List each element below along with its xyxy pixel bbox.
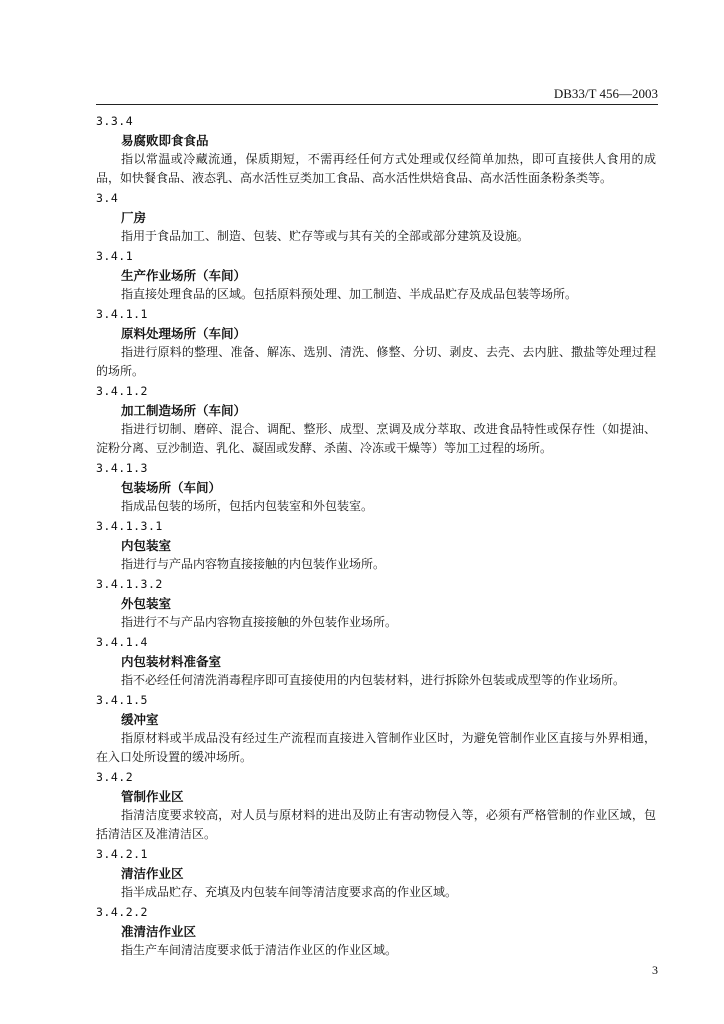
term-definition: 指以常温或冷藏流通，保质期短，不需再经任何方式处理或仅经简单加热，即可直接供人食用的成品，如快餐食品、液态乳、高水活性豆类加工食品、高水活性烘焙食品、高水活性面条粉条类等。 — [96, 152, 656, 185]
clause-number: 3.4.2.1 — [96, 847, 148, 861]
term-heading: 准清洁作业区 — [121, 924, 197, 939]
term-definition: 指清洁度要求较高，对人员与原材料的进出及防止有害动物侵入等，必须有严格管制的作业区域，包括清洁区及准清洁区。 — [96, 808, 656, 841]
clause-number: 3.4.1.3.2 — [96, 577, 163, 591]
definition-entry — [96, 459, 656, 516]
header-divider — [96, 104, 658, 105]
definition-entry — [96, 382, 656, 458]
term-heading: 外包装室 — [121, 596, 172, 611]
definition-entry — [96, 903, 656, 960]
term-definition: 指用于食品加工、制造、包装、贮存等或与其有关的全部或部分建筑及设施。 — [121, 229, 530, 243]
definition-entry — [96, 517, 656, 574]
term-definition: 指进行原料的整理、准备、解冻、选别、清洗、修整、分切、剥皮、去壳、去内脏、撒盐等处理过程的场所。 — [96, 345, 656, 378]
clause-number: 3.4.1.4 — [96, 635, 148, 649]
term-heading: 原料处理场所（车间） — [121, 326, 247, 341]
term-definition: 指进行与产品内容物直接接触的内包装作业场所。 — [121, 557, 386, 571]
document-code: DB33/T 456—2003 — [553, 86, 658, 101]
clause-number: 3.4.1.3.1 — [96, 519, 163, 533]
clause-number: 3.4.1.3 — [96, 461, 148, 475]
term-definition: 指生产车间清洁度要求低于清洁作业区的作业区域。 — [121, 943, 398, 957]
term-definition: 指进行切制、磨碎、混合、调配、整形、成型、烹调及成分萃取、改进食品特性或保存性（如提油、淀粉分离、豆沙制造、乳化、凝固或发酵、杀菌、冷冻或干燥等）等加工过程的场所。 — [96, 422, 656, 455]
clause-number: 3.4.1.1 — [96, 307, 148, 321]
term-definition: 指不必经任何清洗消毒程序即可直接使用的内包装材料，进行拆除外包装或成型等的作业场所。 — [121, 673, 626, 687]
term-heading: 清洁作业区 — [121, 866, 184, 881]
definition-entry — [96, 633, 656, 690]
document-body — [96, 112, 656, 961]
term-definition: 指成品包装的场所，包括内包装室和外包装室。 — [121, 499, 374, 513]
clause-number: 3.4.1.2 — [96, 384, 148, 398]
definition-entry — [96, 189, 656, 246]
term-definition: 指直接处理食品的区域。包括原料预处理、加工制造、半成品贮存及成品包装等场所。 — [121, 287, 578, 301]
term-heading: 加工制造场所（车间） — [121, 403, 247, 418]
term-heading: 内包装室 — [121, 538, 172, 553]
clause-number: 3.4.2.2 — [96, 905, 148, 919]
definition-entry — [96, 247, 656, 304]
term-heading: 厂房 — [121, 210, 147, 225]
page-number: 3 — [652, 963, 658, 977]
clause-number: 3.4.1.5 — [96, 693, 148, 707]
definition-entry — [96, 768, 656, 844]
term-definition: 指半成品贮存、充填及内包装车间等清洁度要求高的作业区域。 — [121, 885, 458, 899]
clause-number: 3.3.4 — [96, 114, 134, 128]
term-heading: 易腐败即食食品 — [121, 133, 209, 148]
definition-entry — [96, 575, 656, 632]
definition-entry — [96, 845, 656, 902]
clause-number: 3.4.1 — [96, 249, 134, 263]
definition-entry — [96, 691, 656, 767]
clause-number: 3.4 — [96, 191, 119, 205]
term-heading: 包装场所（车间） — [121, 480, 222, 495]
term-heading: 缓冲室 — [121, 712, 159, 727]
term-heading: 管制作业区 — [121, 789, 184, 804]
term-heading: 生产作业场所（车间） — [121, 268, 247, 283]
term-definition: 指进行不与产品内容物直接接触的外包装作业场所。 — [121, 615, 398, 629]
definition-entry — [96, 305, 656, 381]
definition-entry — [96, 112, 656, 188]
term-heading: 内包装材料准备室 — [121, 654, 222, 669]
clause-number: 3.4.2 — [96, 770, 134, 784]
term-definition: 指原材料或半成品没有经过生产流程而直接进入管制作业区时，为避免管制作业区直接与外界相通，在入口处所设置的缓冲场所。 — [96, 731, 656, 764]
